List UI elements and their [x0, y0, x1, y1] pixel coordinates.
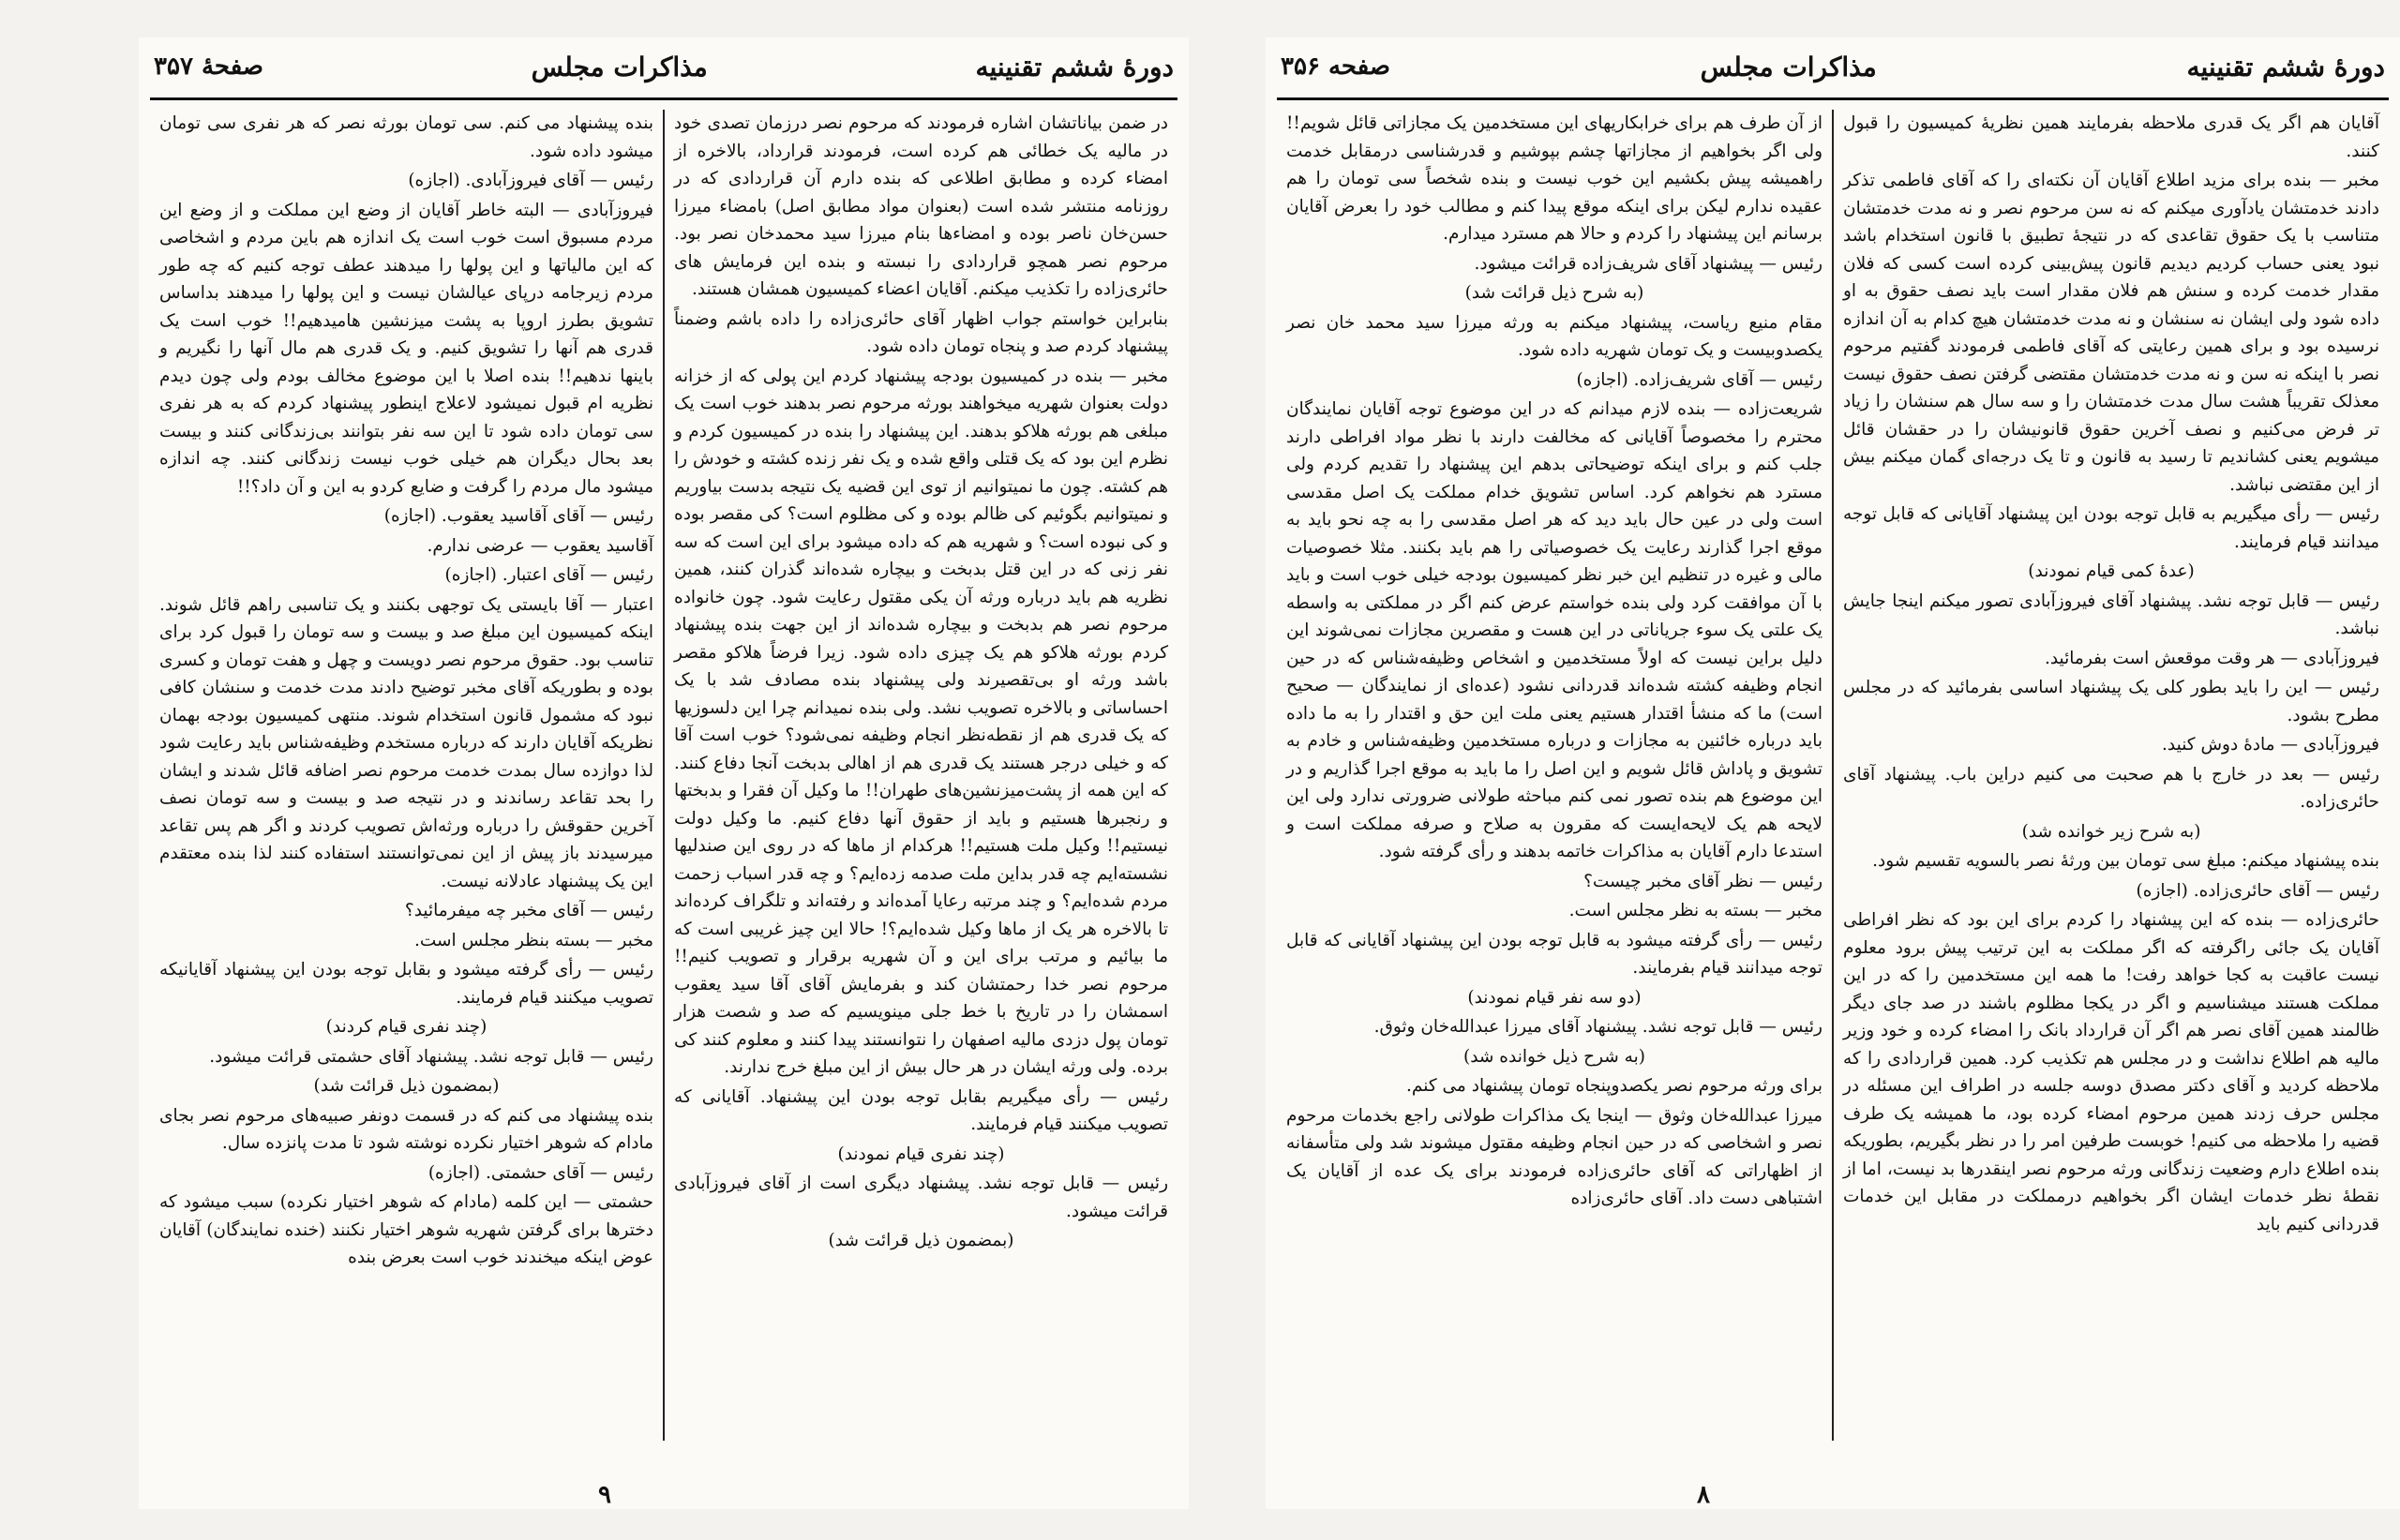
paragraph: حشمتی — این کلمه (مادام که شوهر اختیار نکرده) سبب میشود که دخترها برای گرفتن شهریه شوهر اختیار نکنند (خنده نمایندگان) آقایان عوض اینکه میخندند خوب است بعرض بنده	[159, 1192, 653, 1267]
paragraph: رئیس — آقای فیروزآبادی. (اجازه)	[408, 171, 653, 190]
paragraph: رئیس — رأی میگیریم بقابل توجه بودن این پیشنهاد. آقایانی که تصویب میکنند قیام فرمایند.	[674, 1086, 1168, 1134]
paragraph: رئیس — بعد در خارج با هم صحبت می کنیم دراین باب. پیشنهاد آقای حائری‌زاده.	[1843, 764, 2379, 812]
paragraph: از آن طرف هم برای خرابکاریهای این مستخدمین یک مجازاتی قائل شویم!! ولی اگر بخواهیم از مجازاتها چشم بپوشیم و قدرشناسی درمقابل خدمت راهمیشه پیش بکشیم این خوب نیست و بنده شخصاً سی تومان را هم عقیده ندارم لیکن برای اینکه موقع پیدا کنم و مطالب خود را بعرض آقایان برسانم این پیشنهاد را کردم و حالا هم مسترد میدارم.	[1286, 113, 1822, 244]
column-right	[665, 110, 1178, 1441]
paragraph: رئیس — آقای مخبر چه میفرمائید؟	[404, 901, 653, 920]
paragraph: برای ورثه مرحوم نصر یکصدوپنجاه تومان پیشنهاد می کنم.	[1406, 1076, 1822, 1096]
paragraph: رئیس — آقای آقاسید یعقوب. (اجازه)	[383, 506, 653, 526]
paragraph: آقاسید یعقوب — عرضی ندارم.	[427, 535, 653, 556]
paragraph: (به شرح ذیل قرائت شد)	[1464, 283, 1644, 303]
paragraph: (بمضمون ذیل قرائت شد)	[313, 1076, 500, 1096]
paragraph: بنابراین خواستم جواب اظهار آقای حائری‌زاده را داده باشم وضمناً پیشنهاد کردم صد و پنجاه تومان داده شود.	[674, 308, 1168, 356]
paragraph: رئیس — قابل توجه نشد. پیشنهاد آقای میرزا عبدالله‌خان وثوق.	[1373, 1017, 1822, 1037]
paragraph: بنده پیشنهاد می کنم که در قسمت دونفر صبیه‌های مرحوم نصر بجای مادام که شوهر اختیار نکرده نوشته شود تا مدت پانزده سال.	[159, 1105, 653, 1153]
paragraph: حائری‌زاده — بنده که این پیشنهاد را کردم برای این بود که نظر افراطی آقایان یک جائی راگرفته که اگر مملکت به این ترتیب پیش برود معلوم نیست عاقبت به کجا خواهد رفت! ما همه این مستخدمین را که در این مملکت هستند میشناسیم و اگر در یکجا مظلوم باشند در صد جای دیگر ظالمند همین آقای نصر هم اگر آن قرارداد بانک را امضاء کرده و خود وزیر مالیه هم اطلاع نداشت و در مجلس هم تکذیب کرد. همین قراردادی را که ملاحظه کردید و آقای دکتر مصدق دوسه جلسه در اطراف این مسئله در مجلس حرف زدند همین مرحوم امضاء کرده بود، ما همیشه یک طرف قضیه را ملاحظه می کنیم! خوبست طرفین امر را در نظر بگیریم، بطوریکه بنده اطلاع دارم وضعیت زندگانی ورثه مرحوم نصر اینقدرها بد نیست، اما از نقطهٔ نظر خدمات ایشان اگر بخواهیم درمملکت در مقابل این خدمات قدردانی کنیم باید	[1843, 910, 2379, 1234]
page-footer-number: ۸	[1697, 1481, 1710, 1509]
paragraph: رئیس — این را باید بطور کلی یک پیشنهاد اساسی بفرمائید که در مجلس مطرح بشود.	[1843, 678, 2379, 725]
paragraph: (دو سه نفر قیام نمودند)	[1467, 987, 1642, 1008]
paragraph: رئیس — قابل توجه نشد. پیشنهاد آقای فیروزآبادی تصور میکنم اینجا جایش نباشد.	[1843, 591, 2379, 638]
page-number-label: صفحه ۳۵۶	[1281, 52, 1390, 81]
journal-title: مذاکرات مجلس	[1700, 51, 1877, 82]
page-header	[150, 37, 1178, 100]
paragraph: (بمضمون ذیل قرائت شد)	[828, 1231, 1014, 1250]
paragraph: رئیس — آقای اعتبار. (اجازه)	[444, 565, 653, 585]
page-number-label: صفحهٔ ۳۵۷	[154, 52, 263, 81]
paragraph: رئیس — رأی گرفته میشود به قابل توجه بودن این پیشنهاد آقایانی که قابل توجه میدانند قیام بفرمایند.	[1286, 930, 1822, 978]
paragraph: رئیس — پیشنهاد آقای شریف‌زاده قرائت میشود.	[1474, 253, 1822, 274]
page-header	[1277, 37, 2389, 100]
paragraph: (به شرح زیر خوانده شد)	[2021, 821, 2201, 842]
paragraph: بنده پیشنهاد میکنم: مبلغ سی تومان بین ورثهٔ نصر بالسویه تقسیم شود.	[1872, 851, 2379, 871]
paragraph: فیروزآبادی — هر وقت موقعش است بفرمائید.	[2044, 648, 2379, 668]
journal-title: مذاکرات مجلس	[531, 51, 708, 82]
paragraph: رئیس — آقای حشمتی. (اجازه)	[428, 1162, 653, 1183]
right-page	[1266, 37, 2400, 1509]
paragraph: (به شرح ذیل خوانده شد)	[1463, 1046, 1645, 1067]
paragraph: در ضمن بیاناتشان اشاره فرمودند که مرحوم نصر درزمان تصدی خود در مالیه یک خطائی هم کرده است، فرمودند قرارداد، بالاخره از امضاء کرده و مطابق اطلاعی که بنده دارم آن قراردادی که در روزنامه منتشر شده است (بعنوان مواد مطابق اصل) بامضاء میرزا حسن‌خان ناصر بوده و امضاءها بنام میرزا سید محمدخان نصر بود. مرحوم نصر همچو قراردادی را نبسته و بنده این فرمایش های حائری‌زاده را تکذیب میکنم. آقایان اعضاء کمیسیون همشان هستند.	[674, 113, 1168, 299]
paragraph: اعتبار — آقا بایستی یک توجهی بکنند و یک تناسبی راهم قائل شوند. اینکه کمیسیون این مبلغ صد و بیست و سه تومان را قبول کرد برای تناسب بود. حقوق مرحوم نصر دویست و چهل و هفت تومان و کسری بوده و بطوریکه آقای مخبر توضیح دادند مدت خدمت و سنشان کافی نبود که مشمول قانون استخدام شوند. منتهی کمیسیون بودجه بهمان نظریکه آقایان دارند که درباره مستخدم وظیفه‌شناس باید رعایت شود لذا دوازده سال بمدت خدمت مرحوم نصر اضافه قائل شدند و ایشان را بحد تقاعد رساندند و در نتیجه صد و بیست و سه تومان نصف آخرین حقوقش را درباره ورثه‌اش تصویب کردند و اگر هم پس تقاعد میرسیدند باز پیش از این نمی‌توانستند استفاده کنند لذا بنده معتقدم این یک پیشنهاد عادلانه نیست.	[159, 594, 653, 891]
section-heading: دورهٔ ششم تقنینیه	[975, 51, 1174, 82]
paragraph: مقام منیع ریاست، پیشنهاد میکنم به ورثه میرزا سید محمد خان نصر یکصدوبیست و یک تومان شهریه داده شود.	[1286, 312, 1822, 360]
paragraph: مخبر — بسته بنظر مجلس است.	[413, 930, 653, 950]
section-heading: دورهٔ ششم تقنینیه	[2186, 51, 2385, 82]
paragraph: رئیس — رأی میگیریم به قابل توجه بودن این پیشنهاد آقایانی که قابل توجه میدانند قیام فرمایند.	[1843, 504, 2379, 552]
column-left	[1277, 110, 1832, 1441]
paragraph: آقایان هم اگر یک قدری ملاحظه بفرمایند همین نظریهٔ کمیسیون را قبول کنند.	[1843, 113, 2379, 161]
paragraph: رئیس — آقای شریف‌زاده. (اجازه)	[1576, 369, 1822, 390]
paragraph: رئیس — آقای حائری‌زاده. (اجازه)	[2136, 880, 2379, 901]
paragraph: (عدهٔ کمی قیام نمودند)	[2028, 561, 2195, 581]
paragraph: مخبر — بنده در کمیسیون بودجه پیشنهاد کردم این پولی که از خزانه دولت بعنوان شهریه میخواهند بورثه مرحوم نصر بدهند خوب است یک مبلغی هم بورثه هلاکو بدهند. این پیشنهاد را بنده در کمیسیون کردم و نظرم این بود که یک قتلی واقع شده و یک نفر زنده کشته و خودش را هم کشته. چون ما نمیتوانیم از توی این قضیه یک نتیجه بدست بیاوریم و نمیتوانیم بگوئیم کی ظالم بوده و کی مظلوم است؟ کی مقصر بوده و کی نبوده است؟ و شهریه هم که داده میشود برای این است که سه نفر زنی که در این قتل بدبخت و بیچاره شده‌اند گذران کنند، همین نظریه هم باید درباره ورثه آن یکی مقتول رعایت شود. چون خانواده مرحوم نصر هم بدبخت و بیچاره شده‌اند از این جهت بنده پیشنهاد کردم بورثه هلاکو هم یک چیزی داده شود. زیرا فرضاً هلاکو مقصر باشد ورثه او بی‌تقصیرند ولی پیشنهاد بنده مصادف شد با یک احساساتی و بالاخره تصویب نشد. ولی بنده نمیدانم چرا این دلسوزیها که یک قدری هم از نقطه‌نظر انجام وظیفه نمی‌شود؟ خوب است آقا که و خیلی درجر هستند یک قدری هم از اهالی بدبخت آنجا دفاع کنند. که این همه از پشت‌میزنشین‌های طهران!! ما وکیل آن فقرا و بدبختها و رنجبرها هستیم و باید از حقوق آنها دفاع کنیم. ما وکیل دولت نیستیم!! وکیل ملت هستیم!! هرکدام از ماها که در روی این صندلیها نشسته‌ایم چه قدر بداین ملت صدمه زده‌ایم؟ و چه قدر اسباب زحمت مردم شده‌ایم؟ و چند مرتبه رعایا آمده‌اند و رفته‌اند و تلگراف کرده‌اند تا بالاخره هر یک از ماها وکیل شده‌ایم؟! حالا این چیز غریبی است که ما بیائیم و مرتب برای این و آن شهریه برقرار و تصویب کنیم!! مرحوم نصر خدا رحمتشان کند و بفرمایش آقای آقا سید یعقوب اسمشان را در تاریخ با خط جلی مینویسیم که صد و شصت هزار تومان پول دزدی مالیه اصفهان را نتوانستند پیدا کنند و معلوم کنند کی برده. ولی ورثه ایشان در هر حال بیش از این مبلغ خرج ندارند.	[674, 366, 1168, 1077]
paragraph: رئیس — نظر آقای مخبر چیست؟	[1583, 871, 1822, 891]
paragraph: (چند نفری قیام نمودند)	[837, 1144, 1005, 1164]
page-footer-number: ۹	[598, 1481, 611, 1509]
paragraph: (چند نفری قیام کردند)	[325, 1017, 488, 1037]
paragraph: رئیس — رأی گرفته میشود و بقابل توجه بودن این پیشنهاد آقایانیکه تصویب میکنند قیام فرمایند.	[159, 960, 653, 1008]
paragraph: شریعت‌زاده — بنده لازم میدانم که در این موضوع توجه آقایان نمایندگان محترم را مخصوصاً آقایانی که مخالفت دارند با نظر مواد افراطی دارند جلب کنم و برای اینکه توضیحاتی بدهم این پیشنهاد را تقدیم کردم ولی مسترد هم نخواهم کرد. اساس تشویق خدام مملکت یک اصل مقدسی است ولی در عین حال باید دید که هر اصل مقدسی را به چه نحو باید به موقع اجرا گذارند رعایت یک خصوصیاتی را هم باید بکنند. مثلا خصوصیات مالی و غیره در تنظیم این خبر نظر کمیسیون بودجه خیلی خوب است و باید با آن موافقت کرد ولی بنده خواستم عرض کنم اگر در مملکتی به واسطه یک علتی یک سوء جریاناتی در این هست و مقصرین مجازات نمی‌شوند این دلیل براین نیست که اولاً مستخدمین و اشخاص وظیفه‌شناس که در حین انجام وظیفه کشته شده‌اند قدردانی نشود (عده‌ای از نمایندگان — صحیح است) ما که منشأ اقتدار هستیم یعنی ملت این حق و اقتدار را به ما داده باید درباره خائنین به مجازات و درباره مستخدمین وظیفه‌شناس و خادم به تشویق و پاداش قائل شویم و این اصل را ما باید به موقع اجرا گذاریم و در این موضوع هم بنده تصور نمی کنم مباحثه طولانی ضرورتی ندارد ولی این لایحه هم یک لایحه‌ایست که مقرون به صلاح و صرفه مملکت است و استدعا دارم آقایان به مذاکرات خاتمه بدهند و رأی گرفته شود.	[1286, 399, 1823, 861]
column-left	[150, 110, 663, 1441]
paragraph: رئیس — قابل توجه نشد. پیشنهاد آقای حشمتی قرائت میشود.	[209, 1046, 653, 1067]
paragraph: رئیس — قابل توجه نشد. پیشنهاد دیگری است از آقای فیروزآبادی قرائت میشود.	[674, 1174, 1168, 1221]
paragraph: مخبر — بنده برای مزید اطلاع آقایان آن نکته‌ای را که آقای فاطمی تذکر دادند خدمتشان یادآوری میکنم که نه سن مرحوم نصر و نه مدت خدمتشان متناسب با یک حقوق تقاعدی که در نتیجهٔ تطبیق با قانون استخدام باشد نبود یعنی حساب کردیم دیدیم قانون پیش‌بینی کرده است کسی که فلان مقدار خدمت کرده و سنش هم فلان مقدار است باید نصف حقوق به او داده شود ولی ایشان نه سنشان و نه مدت خدمتشان هیچ کدام به آن اندازه نرسیده بود و برای همین رعایتی که آقای فاطمی فرمودند گفتیم مرحوم نصر با اینکه نه سن و نه مدت خدمتشان مقتضی گرفتن نصف حقوق نیست معذلک تقریباً هشت سال مدت خدمتشان را و سه سال هم سنشان را زیاد تر فرض می‌کنیم و نصف آخرین حقوق قانونیشان را در حقشان قائل میشویم یعنی کشاندیم تا رسید به قانون و تا یک درجه‌ای گمان میکنم بیش از این مقتضی نباشد.	[1843, 171, 2380, 495]
paragraph: بنده پیشنهاد می کنم. سی تومان بورثه نصر که هر نفری سی تومان میشود داده شود.	[159, 113, 653, 161]
paragraph: مخبر — بسته به نظر مجلس است.	[1568, 901, 1822, 920]
paragraph: فیروزآبادی — مادهٔ دوش کنید.	[2162, 735, 2379, 755]
column-right	[1834, 110, 2389, 1441]
paragraph: فیروزآبادی — البته خاطر آقایان از وضع این مملکت و از وضع این مردم مسبوق است خوب است یک اندازه هم باین مردم و اشخاصی که این مالیاتها و این پولها را میدهند عطف توجه کنیم که چه طور مردم زیرجامه درپای عیالشان نیست و این پولها را میدهند بداساس تشویق بطرز اروپا به پشت میزنشین هامیدهیم!! خوب است یک قدری هم آنها را تشویق کنیم. و یک قدری هم مال آنها را نگیریم و باینها ندهیم!! بنده اصلا با این موضوع مخالف بودم ولی چون دیدم نظریه ام قبول نمیشود لاعلاج اینطور پیشنهاد کردم که به هر نفری سی تومان داده شود تا این سه نفر بتوانند بی‌زندگانی کنند و بیست بعد بحال دیگران هم خیلی خوب نیست زندگانی کنند. چه اندازه میشود مال مردم را گرفت و ضایع کردو به این و آن داد؟!!	[159, 200, 653, 497]
paragraph: میرزا عبدالله‌خان وثوق — اینجا یک مذاکرات طولانی راجع بخدمات مرحوم نصر و اشخاصی که در حین انجام وظیفه مقتول میشوند شد ولی متأسفانه از اظهاراتی که آقای حائری‌زاده فرمودند برای یک عده از آقایان یک اشتباهی دست داد. آقای حائری‌زاده	[1286, 1105, 1822, 1208]
left-page	[139, 37, 1189, 1509]
